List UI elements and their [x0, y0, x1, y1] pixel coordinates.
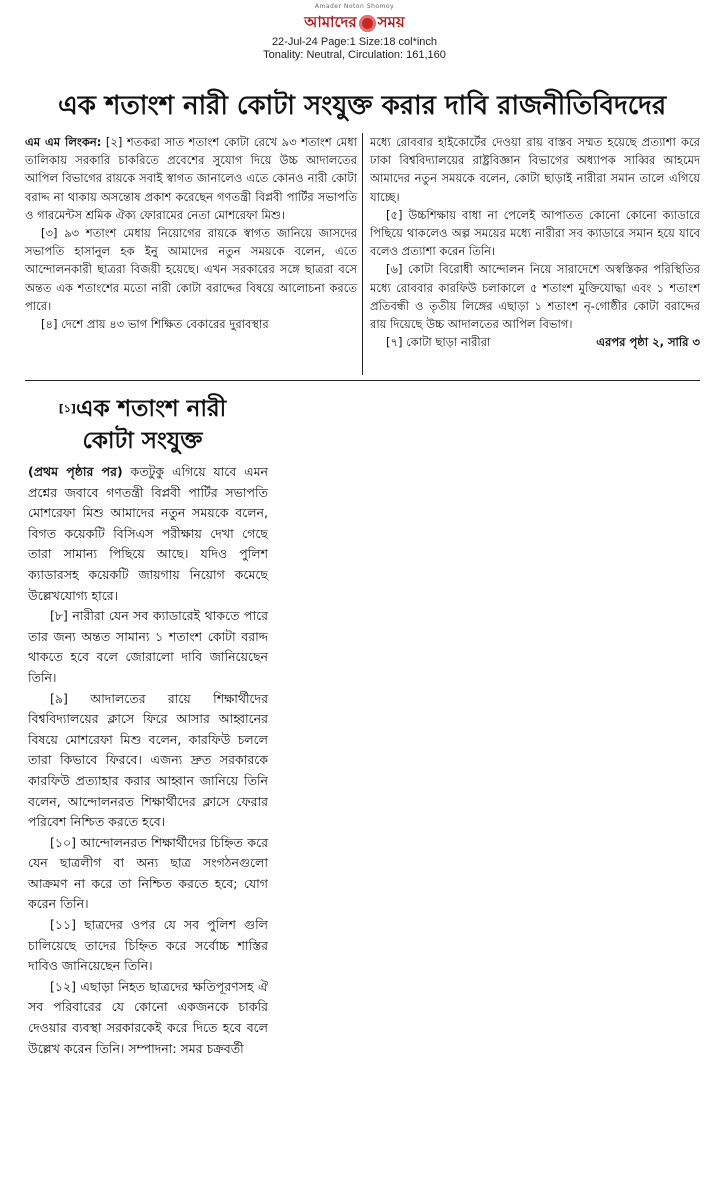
continuation-paragraph-10: [১০] আন্দোলনরত শিক্ষার্থীদের চিহ্নিত করে যেন ছাত্রলীগ বা অন্য ছাত্র সংগঠনগুলো আক্রমণ না করে তা নিশ্চিত করতে হবে; যোগ করেন তিনি। — [28, 834, 268, 912]
continuation-column — [28, 462, 268, 1059]
paragraph-1-text: [২] শতকরা সাত শতাংশ কোটা রেখে ৯৩ শতাংশ মেধা তালিকায় সরকারি চাকরিতে প্রবেশের সুযোগ দিয়ে উচ্চ আদালতের আপিল বিভাগের রায়কে সবাই স্বাগত জানালেও এতে কোনও নারী কোটা বরাদ্দ না থাকায় অসন্তোষ প্রকাশ করেছেন গণতন্ত্রী বিপ্লবী পার্টির সভাপতি ও গারমেন্টস শ্রমিক ঐক্য ফোরামের নেতা মোশরেফা মিশু। — [25, 135, 358, 222]
article-column-2 — [370, 133, 700, 351]
continuation-paragraph-8: [৮] নারীরা যেন সব ক্যাডারেই থাকতে পারে তার জন্য অন্তত সামান্য ১ শতাংশ কোটা বরাদ্দ থাকতে হবে বলে জোরালো দাবি জানিয়েছেন তিনি। — [28, 608, 268, 685]
paragraph-4: [৪] দেশে প্রায় ৪৩ ভাগ শিক্ষিত বেকারের দুরাবস্থার — [41, 317, 269, 332]
main-headline: এক শতাংশ নারী কোটা সংযুক্ত করার দাবি রাজনীতিবিদদের — [58, 91, 667, 121]
continuation-paragraph-12: [১২] এছাড়া নিহত ছাত্রদের ক্ষতিপূরণসহ ঐ সব পরিবারের যে কোনো একজনকে চাকরি দেওয়ার ব্যবস্থা সরকারকেই করে দিতে হবে বলে উল্লেখ করেন তিনি। সম্পাদনা: সমর চক্রবর্তী — [28, 978, 268, 1056]
clip-meta-line-2: Tonality: Neutral, Circulation: 161,160 — [263, 49, 446, 61]
paragraph-6: [৬] কোটা বিরোধী আন্দোলন নিয়ে সারাদেশে অস্বস্তিকর পরিস্থিতির মধ্যে রোববার কারফিউ চলাকালে ৫ শতাংশ মুক্তিযোদ্ধা এবং ১ শতাংশ প্রতিবন্ধী ও তৃতীয় লিঙ্গের এছাড়া ১ শতাংশ নৃ-গোষ্ঠীর কোটা বরাদ্দের রায় দিয়েছে উচ্চ আদালতের আপিল বিভাগ। — [370, 262, 700, 332]
paragraph-7 — [370, 333, 700, 351]
section-divider — [25, 380, 700, 381]
paragraph-4-cont: মধ্যে রোববার হাইকোর্টের দেওয়া রায় বাস্তব সম্মত হয়েছে প্রত্যাশা করে ঢাকা বিশ্ববিদ্যালয়ের রাষ্ট্রবিজ্ঞান বিভাগের অধ্যাপক সাব্বির আহমেদ আমাদের নতুন সময়কে বলেন, কোটা ছাড়াই নারীরা সমান তালে এগিয়ে যাচ্ছে। — [370, 135, 700, 204]
continuation-headline-line-2: কোটা সংযুক্ত — [82, 428, 203, 454]
byline: এম এম লিংকন: — [25, 135, 102, 149]
paragraph-marker: [১] — [58, 402, 76, 415]
logo-text-left: আমাদের — [304, 13, 357, 31]
continuation-paragraph-1 — [28, 462, 268, 606]
masthead — [0, 0, 709, 62]
continuation-paragraph-11: [১১] ছাত্রদের ওপর যে সব পুলিশ গুলি চালিয়েছে তাদের চিহ্নিত করে সর্বোচ্চ শাস্তির দাবিও জানিয়েছেন তিনি। — [28, 917, 268, 974]
brand-tagline: Amader Noton Shomoy — [314, 3, 395, 10]
newspaper-logo — [304, 11, 404, 36]
paragraph-3: [৩] ৯৩ শতাংশ মেধায় নিয়োগের রায়কে স্বাগত জানিয়ে জাসদের সভাপতি হাসানুল হক ইনু আমাদের নতুন সময়কে বলেন, এতে আন্দোলনকারী ছাত্ররা বিজয়ী হয়েছে। এখন সরকারের সঙ্গে ছাত্ররা বসে অন্তত এক শতাংশের মতো নারী কোটা বরাদ্দের বিষয়ে আলোচনা করতে পারে। — [25, 226, 357, 313]
paragraph-1 — [25, 133, 357, 224]
clip-meta-line-1: 22-Jul-24 Page:1 Size:18 col*inch — [271, 36, 438, 48]
continuation-headline-line-1: [১]এক শতাংশ নারী — [58, 396, 227, 422]
continuation-lead: (প্রথম পৃষ্ঠার পর) — [28, 464, 123, 479]
jump-line: এরপর পৃষ্ঠা ২, সারি ৩ — [596, 335, 700, 350]
paragraph-7-text: [৭] কোটা ছাড়া নারীরা — [386, 335, 491, 350]
article-column-1 — [25, 133, 357, 333]
continuation-paragraph-1-text: কতটুকু এগিয়ে যাবে এমন প্রশ্নের জবাবে গণতন্ত্রী বিপ্লবী পার্টির সভাপতি মোশরেফা মিশু আমাদের নতুন সময়কে বলেন, বিগত কয়েকটি বিসিএস পরীক্ষায় দেখা গেছে তারা সামান্য পিছিয়ে আছে। যদিও পুলিশ ক্যাডারসহ কয়েকটি জায়গায় নিয়োগ কমেছে উল্লেখযোগ্য হারে। — [28, 464, 268, 603]
logo-text-right: সময় — [377, 13, 405, 31]
paragraph-5: [৫] উচ্চশিক্ষায় বাধা না পেলেই আপাতত কোনো কোনো ক্যাডারে পিছিয়ে থাকলেও অল্প সময়ের মধ্যে নারীরা সব ক্যাডারে সমান হয়ে যাবে বলেও প্রত্যাশা করেন তিনি। — [370, 207, 700, 259]
continuation-headline — [40, 393, 245, 457]
column-divider — [362, 133, 363, 375]
continuation-paragraph-9: [৯] আদালতের রায়ে শিক্ষার্থীদের বিশ্ববিদ্যালয়ের ক্লাসে ফিরে আসার আহ্বানের বিষয়ে মোশরেফা মিশু বলেন, কারফিউ চললে তারা কিভাবে ফিরবে। এজন্য দ্রুত সরকারকে কারফিউ প্রত্যাহার করার আহ্বান জানিয়ে তিনি বলেন, আন্দোলনরত শিক্ষার্থীদের ক্লাসে ফেরার পরিবেশ নিশ্চিত করতে হবে। — [28, 690, 268, 830]
logo-emblem-icon — [359, 15, 376, 32]
